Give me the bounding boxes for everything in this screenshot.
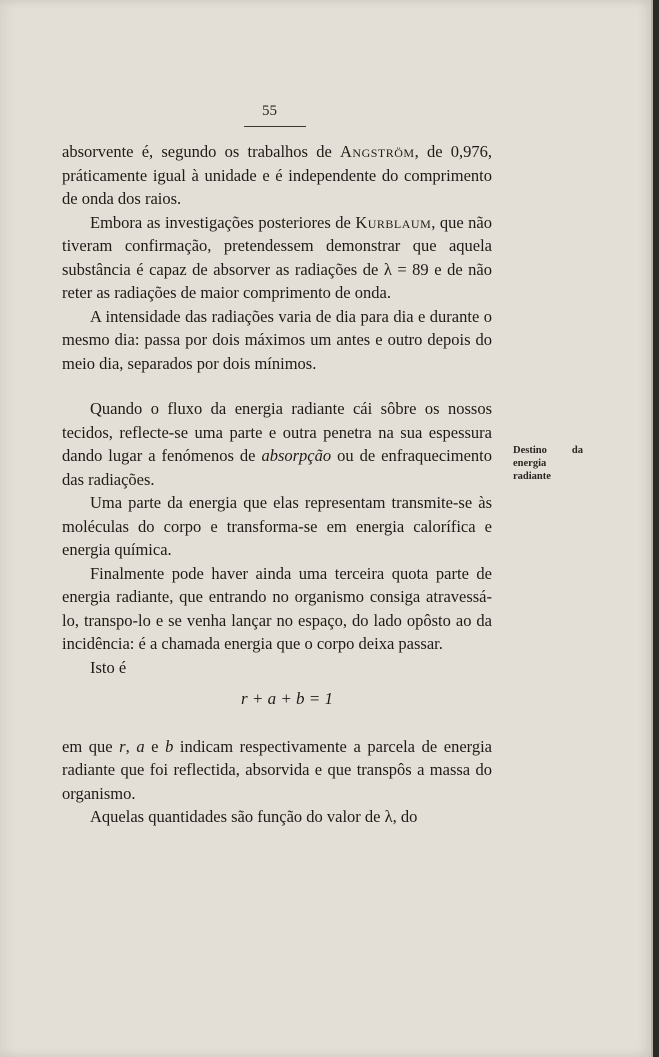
paragraph-4: Quando o fluxo da energia radiante cái sôbre os nossos tecidos, reflecte-se uma parte e outra penetra na sua espessura dando lugar a fenómenos de absorpção ou de enfraquecimento das radiações.: [62, 399, 492, 489]
page-number: 55: [262, 103, 277, 119]
page-number-rule: [244, 126, 306, 127]
author-name-angstrom: Angström: [340, 142, 415, 161]
paragraph-9: Aquelas quantidades são função do valor de λ, do: [90, 807, 418, 826]
paragraph-5: Uma parte da energia que elas representam transmite-se às moléculas do corpo e transforma-se em energia calorífica e energia química.: [62, 493, 492, 559]
paragraph-8: em que r, a e b indicam respectivamente a parcela de energia radiante que foi reflectida, absorvida e que transpôs a massa do organismo.: [62, 736, 492, 803]
body-text: [62, 140, 492, 829]
paragraph-1: absorvente é, segundo os trabalhos de Angström, de 0,976, práticamente igual à unidade e é independente do comprimento de onda dos raios.: [62, 142, 492, 208]
formula: r + a + b = 1: [240, 689, 334, 708]
term-absorpcao: absorpção: [261, 446, 332, 465]
paragraph-3: A intensidade das radiações varia de dia para dia e durante o mesmo dia: passa por dois máximos um antes e outro depois do meio dia, separados por dois mínimos.: [62, 306, 492, 373]
paragraph-6: Finalmente pode haver ainda uma terceira quota parte de energia radiante, que entrando no organismo consiga atravessá-lo, transpo-lo e se venha lançar no espaço, do lado opôsto ao da incidência: é a chamada energia que o corpo deixa passar.: [62, 563, 492, 653]
author-name-kurblaum: Kurblaum: [355, 212, 432, 232]
paragraph-7: Isto é: [90, 657, 127, 677]
margin-note: Destino da energia radiante: [513, 445, 583, 482]
paragraph-2: Embora as investigações posteriores de Kurblaum, que não tiveram confirmação, pretendessem demonstrar que aquela substância é capaz de absorver as radiações de λ = 89 e de não reter as radiações de maior comprimento de onda.: [62, 212, 492, 302]
